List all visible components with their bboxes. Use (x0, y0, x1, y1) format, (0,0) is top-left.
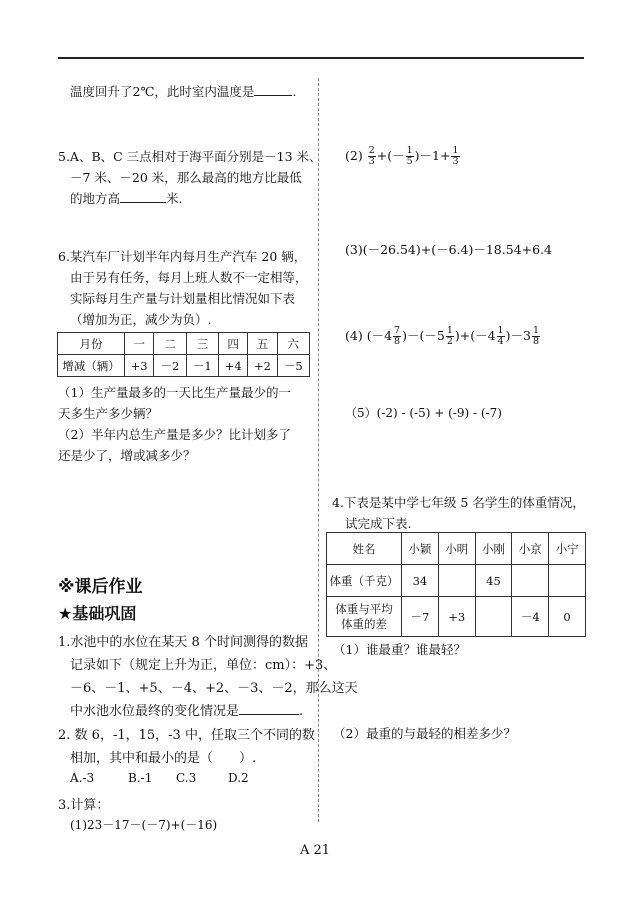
basic-title: ★基础巩固 (58, 604, 137, 623)
table-header-row: 月份 一 二 三 四 五 六 (58, 333, 310, 355)
expression-5: （5）(-2) - (-5) + (-9) - (-7) (345, 406, 502, 420)
page-number: A 21 (300, 843, 331, 858)
homework-title: ※课后作业 (58, 577, 143, 597)
fraction: $\frac{1}{2}$ (446, 325, 453, 347)
option-d: D.2 (228, 771, 249, 785)
fraction: $\frac{1}{5}$ (406, 145, 413, 167)
column-divider (318, 78, 319, 822)
fraction: $\frac{1}{3}$ (452, 145, 459, 167)
fraction: $\frac{1}{8}$ (532, 325, 539, 347)
fraction: $\frac{1}{4}$ (497, 325, 504, 347)
expression-2: (2) $\frac{2}{3}$ +(－ $\frac{1}{5}$ )－1+ $\frac{1}{3}$ (345, 145, 459, 167)
weight-table (326, 532, 586, 637)
table-row: 体重（千克） 34 45 (327, 565, 586, 597)
production-table (57, 332, 310, 377)
expression-3: (3)(－26.54)+(－6.4)－18.54+6.4 (345, 242, 552, 257)
table-header-row: 姓名 小颖 小明 小刚 小京 小宁 (327, 533, 586, 565)
q4-continuation: 温度回升了2℃，此时室内温度是 . (70, 84, 297, 99)
answer-blank (254, 83, 292, 96)
expression-4: (4) (－4 $\frac{7}{8}$ )－(－5 $\frac{1}{2}$ )+(－4 $\frac{1}{4}$ )－3 $\frac{1}{8}$ (345, 325, 539, 347)
header-rule (58, 57, 584, 59)
answer-blank (239, 702, 299, 715)
fraction: $\frac{2}{3}$ (368, 145, 375, 167)
table-row: 增减（辆） +3 －2 －1 +4 +2 －5 (58, 355, 310, 377)
answer-blank (120, 190, 166, 203)
fraction: $\frac{7}{8}$ (394, 325, 401, 347)
expression-1: (1)23－17－(－7)+(－16) (70, 818, 218, 832)
option-a: A.-3 (70, 771, 95, 785)
table-row: 体重与平均 体重的差 －7 +3 －4 0 (327, 597, 586, 637)
option-c: C.3 (176, 771, 197, 785)
option-b: B.-1 (128, 771, 153, 785)
